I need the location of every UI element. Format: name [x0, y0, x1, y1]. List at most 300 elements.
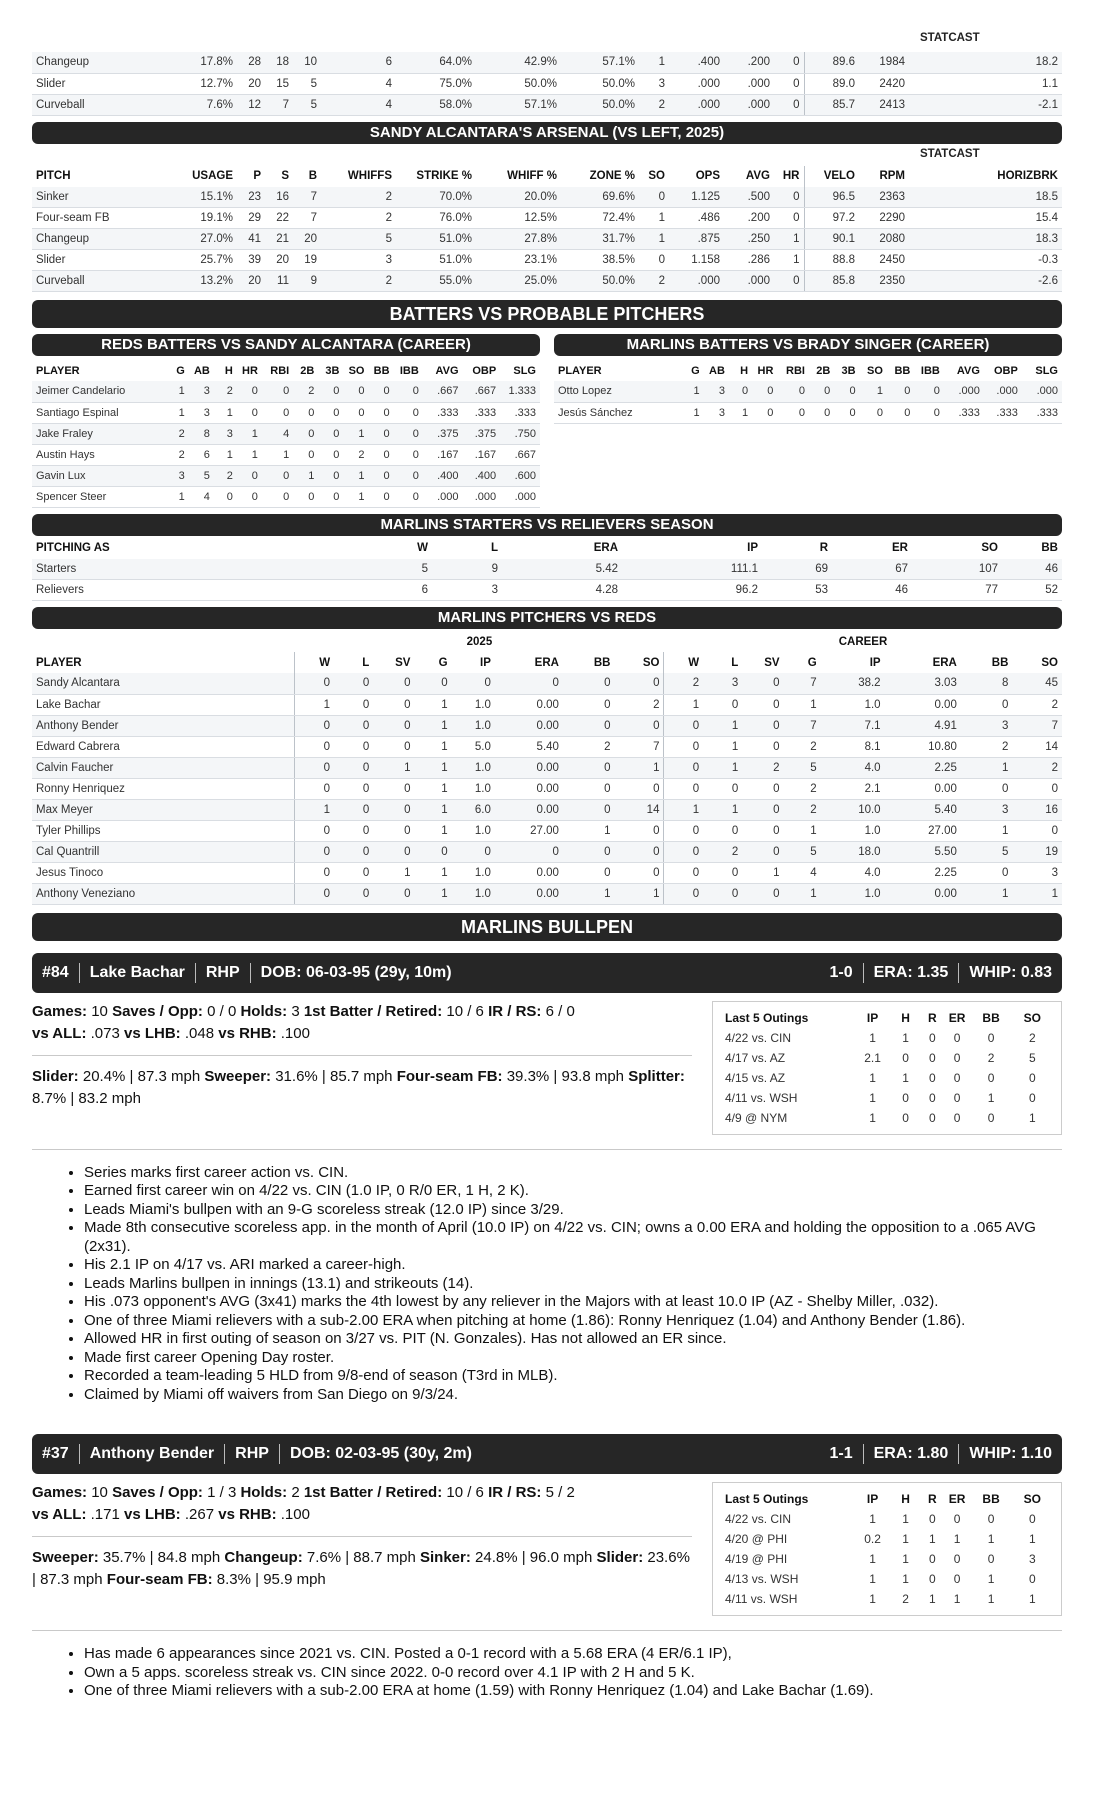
split-value: .267 [184, 1506, 215, 1523]
vs-left-cell: 9 [293, 271, 321, 292]
vs-left-cell: 20 [237, 271, 265, 292]
last-5-cell: 1 [902, 1070, 909, 1085]
top-arsenal-cell: 57.1% [561, 52, 639, 73]
pitchers-vs-reds-cell: 2 [784, 778, 821, 799]
reds-batters-header-cell: OBP [472, 364, 497, 377]
last-5-cell: 1 [902, 1030, 909, 1045]
pitchers-vs-reds-cell: 2 [703, 841, 742, 862]
top-arsenal-cell: 58.0% [396, 94, 476, 115]
marlins-batters-title: MARLINS BATTERS VS BRADY SINGER (CAREER) [554, 334, 1062, 356]
pitchers-vs-reds-cell: 1 [414, 694, 451, 715]
vs-left-cell: 21 [265, 229, 293, 250]
pitchers-vs-reds-header-cell: IP [480, 656, 491, 669]
pitchers-vs-reds-cell: Cal Quantrill [32, 841, 295, 862]
reds-batters-header-row [32, 360, 540, 381]
starters-relievers-header-cell: BB [1041, 542, 1058, 554]
split-value: .073 [90, 1024, 120, 1042]
pitchers-vs-reds-cell: 2.25 [885, 757, 961, 778]
last-5-row [721, 1048, 1053, 1068]
reds-batters-cell: 0 [237, 381, 262, 402]
player-identity [42, 1444, 472, 1464]
pitchers-vs-reds-table [32, 631, 1062, 905]
top-arsenal-row [32, 73, 1062, 94]
vs-left-cell: .500 [724, 187, 774, 208]
usage-line [32, 1001, 692, 1023]
reds-batters-title: REDS BATTERS VS SANDY ALCANTARA (CAREER) [32, 334, 540, 356]
reds-batters-cell: .667 [500, 444, 540, 465]
pitchers-vs-reds-cell: 0 [742, 820, 783, 841]
pitchers-vs-reds-cell: 0 [664, 820, 703, 841]
pitchers-vs-reds-row [32, 757, 1062, 778]
marlins-batters-cell: 0 [729, 381, 752, 402]
top-arsenal-cell: 1984 [859, 52, 909, 73]
reds-batters-cell: 6 [189, 444, 214, 465]
vs-left-row [32, 271, 1062, 292]
pitchers-vs-reds-cell: 0 [334, 883, 373, 904]
top-arsenal-cell: 3 [639, 73, 669, 94]
divider [863, 963, 864, 983]
pitchers-vs-reds-cell: 0 [334, 862, 373, 883]
stat-label: Saves / Opp: [112, 1002, 203, 1020]
note-item: • Earned first career win on 4/22 vs. CIN (1.0 IP, 0 R/0 ER, 1 H, 2 K). [84, 1182, 1062, 1201]
last-5-row [721, 1569, 1053, 1589]
vs-left-cell: 20.0% [476, 187, 561, 208]
pitchers-vs-reds-cell: 1.0 [452, 778, 495, 799]
last-5-cell: 4/13 vs. WSH [725, 1572, 799, 1586]
vs-left-cell: 12.5% [476, 208, 561, 229]
pitch-mix [32, 1547, 692, 1591]
stat-value: 3 [291, 1002, 300, 1020]
pitchers-vs-reds-cell: 1 [373, 757, 414, 778]
reds-batters-cell: 2 [343, 444, 368, 465]
reds-batters-cell: 2 [168, 423, 189, 444]
statcast-label-vs-left: STATCAST [920, 147, 980, 160]
reds-batters-cell: .667 [463, 381, 501, 402]
reds-batters-header-cell: 2B [300, 364, 315, 377]
marlins-batters-header-cell: AVG [956, 364, 980, 377]
divider [224, 1444, 225, 1464]
top-arsenal-cell: 17.8% [182, 52, 237, 73]
last-5-cell: 0 [953, 1572, 961, 1586]
pitchers-vs-reds-cell: 1 [414, 757, 451, 778]
pitchers-vs-reds-cell: 0 [664, 715, 703, 736]
last-5-cell: 1 [869, 1592, 876, 1606]
note-item: • Recorded a team-leading 5 HLD from 9/8-end of season (T3rd in MLB). [84, 1367, 1062, 1386]
vs-left-cell: 18.3 [909, 229, 1062, 250]
starters-relievers-cell: 96.2 [622, 580, 762, 601]
vs-left-cell: 3 [321, 250, 396, 271]
last-5-cell: 0.2 [864, 1532, 881, 1546]
pitchers-vs-reds-header-cell: L [731, 656, 739, 669]
marlins-batters-cell: 0 [834, 402, 859, 423]
starters-relievers-header-row [32, 538, 1062, 559]
pitchers-vs-reds-cell: 5.40 [495, 736, 563, 757]
pitch-name: Changeup: [224, 1549, 303, 1566]
reds-batters-cell: 0 [394, 486, 423, 507]
reds-batters-cell: 0 [262, 381, 293, 402]
last-5-row [721, 1108, 1053, 1128]
last-5-cell: 4/22 vs. CIN [725, 1512, 792, 1526]
reds-batters-cell: 0 [368, 402, 393, 423]
reds-batters-cell: 0 [368, 444, 393, 465]
pitchers-vs-reds-cell: 5 [961, 841, 1013, 862]
pitchers-vs-reds-cell: 7 [1012, 715, 1062, 736]
pitchers-vs-reds-cell: 1 [414, 778, 451, 799]
marlins-batters-header-cell: H [740, 364, 749, 377]
marlins-batters-cell: .333 [1022, 402, 1062, 423]
last-5-cell: 1 [869, 1512, 876, 1526]
bvp-title: BATTERS VS PROBABLE PITCHERS [32, 300, 1062, 328]
stat-label: Games: [32, 1484, 88, 1501]
pitchers-vs-reds-cell: 0 [703, 694, 742, 715]
pitchers-vs-reds-cell: Ronny Henriquez [32, 778, 295, 799]
last-5-cell: 1 [869, 1090, 876, 1105]
note-item: • One of three Miami relievers with a sub-2.00 ERA at home (1.59) with Ronny Henriquez (1.04) and Lake Bachar (1.69). [84, 1682, 1062, 1701]
marlins-batters-cell: 0 [914, 381, 944, 402]
reds-batters-cell: 0 [318, 444, 343, 465]
pitchers-vs-reds-cell: 0 [373, 883, 414, 904]
pitchers-vs-reds-cell: 0 [742, 778, 783, 799]
starters-relievers-cell: 46 [1002, 559, 1062, 580]
stat-label: 1st Batter / Retired: [303, 1484, 443, 1501]
last-5-cell: 4/11 vs. WSH [725, 1592, 798, 1606]
reds-batters-header-cell: RBI [270, 364, 290, 377]
last-5-header-cell: ER [948, 1010, 966, 1025]
pitchers-vs-reds-row [32, 799, 1062, 820]
pitchers-vs-reds-cell: 27.00 [495, 820, 563, 841]
top-arsenal-cell: 18 [265, 52, 293, 73]
reds-batters-cell: 1 [237, 444, 262, 465]
last-5-header-cell: R [928, 1010, 937, 1025]
vs-left-cell: Slider [32, 250, 182, 271]
last-5-cell: 1 [902, 1532, 909, 1546]
player-summary [829, 1444, 1052, 1464]
pitchers-vs-reds-cell: 0 [295, 883, 334, 904]
reds-batters-cell: 1 [214, 402, 237, 423]
reds-batters-cell: 0 [262, 486, 293, 507]
last-5-cell: 1 [1029, 1110, 1036, 1125]
reds-batters-cell: 0 [394, 444, 423, 465]
pitchers-vs-reds-header-cell: SV [764, 656, 780, 669]
vs-left-header-cell: STRIKE % [416, 170, 472, 182]
divider [79, 963, 80, 983]
reds-batters-row [32, 465, 540, 486]
player-stats-text [32, 1482, 692, 1616]
pitchers-vs-reds-cell: Edward Cabrera [32, 736, 295, 757]
pitchers-vs-reds-cell: 1 [563, 820, 615, 841]
starters-relievers-header-cell: L [490, 542, 498, 554]
pitchers-vs-reds-cell: 1 [414, 799, 451, 820]
pitchers-vs-reds-cell: 0 [334, 736, 373, 757]
pitchers-vs-reds-cell: 0.00 [495, 715, 563, 736]
last-5-cell: 1 [902, 1572, 909, 1586]
pitchers-vs-reds-cell: 0 [664, 778, 703, 799]
top-arsenal-cell: 2 [639, 94, 669, 115]
pitchers-vs-reds-cell: 0 [742, 694, 783, 715]
vs-left-cell: 72.4% [561, 208, 639, 229]
pitchers-vs-reds-cell: 4 [784, 862, 821, 883]
reds-batters-cell: 1 [293, 465, 318, 486]
split-label: vs ALL: [32, 1024, 87, 1042]
vs-left-cell: .200 [724, 208, 774, 229]
reds-batters-cell: 0 [262, 402, 293, 423]
last-5-cell: 4/15 vs. AZ [725, 1070, 786, 1085]
last-5-header-cell: H [901, 1010, 910, 1025]
marlins-batters-header-cell: 2B [816, 364, 831, 377]
last-5-cell: 0 [953, 1090, 961, 1105]
last-5-cell: 1 [869, 1572, 876, 1586]
pitchers-vs-reds-cell: 2 [664, 673, 703, 694]
marlins-batters-header-cell: AB [709, 364, 725, 377]
pitchers-vs-reds-cell: 10.80 [885, 736, 961, 757]
split-label: vs ALL: [32, 1506, 87, 1523]
pitchers-vs-reds-cell: 1 [961, 757, 1013, 778]
reds-batters-cell: .400 [463, 465, 501, 486]
pitchers-vs-reds-cell: 1 [664, 799, 703, 820]
pitchers-vs-reds-cell: 0 [742, 715, 783, 736]
marlins-batters-cell: 0 [777, 402, 809, 423]
vs-left-header-cell: WHIFFS [347, 170, 392, 182]
vs-left-cell: 69.6% [561, 187, 639, 208]
top-arsenal-cell: 6 [321, 52, 396, 73]
last-5-cell: 0 [953, 1030, 961, 1045]
pitchers-vs-reds-cell: 0 [703, 778, 742, 799]
last-5-cell: 0 [928, 1030, 936, 1045]
marlins-batters-header-cell: IBB [920, 364, 940, 377]
pitchers-vs-reds-cell: 1 [703, 757, 742, 778]
pitch-value: 8.7% | 83.2 mph [32, 1089, 141, 1107]
pitchers-vs-reds-cell: 14 [614, 799, 663, 820]
marlins-batters-cell: .000 [944, 381, 984, 402]
starters-relievers-cell: 111.1 [622, 559, 762, 580]
divider [32, 1055, 692, 1056]
reds-batters-cell: 0 [237, 486, 262, 507]
last-5-cell: 0 [928, 1090, 936, 1105]
pitchers-vs-reds-cell: 2 [784, 736, 821, 757]
pitchers-vs-reds-header-cell: SO [642, 656, 660, 669]
divider [32, 1536, 692, 1537]
vs-left-cell: 97.2 [804, 208, 859, 229]
page [32, 0, 1062, 1701]
top-arsenal-cell: 50.0% [561, 73, 639, 94]
stat-value: 0 / 0 [207, 1002, 237, 1020]
stat-value: 10 [91, 1002, 108, 1020]
top-arsenal-cell: 85.7 [804, 94, 859, 115]
note-item: • Claimed by Miami off waivers from San Diego on 9/3/24. [84, 1386, 1062, 1405]
pitchers-vs-reds-cell: 1.0 [452, 883, 495, 904]
pitchers-vs-reds-cell: 0 [703, 883, 742, 904]
last-5-cell: 1 [987, 1090, 995, 1105]
pitchers-vs-reds-cell: 0 [614, 778, 663, 799]
pitchers-vs-reds-cell: 38.2 [821, 673, 885, 694]
last-5-cell: 0 [987, 1030, 995, 1045]
pitchers-vs-reds-cell: 0 [373, 736, 414, 757]
reds-batters-cell: 0 [237, 402, 262, 423]
vs-left-cell: 0 [774, 187, 804, 208]
top-arsenal-cell: .000 [724, 73, 774, 94]
last-5-cell: 2 [1029, 1030, 1036, 1045]
pitchers-vs-reds-cell: Jesus Tinoco [32, 862, 295, 883]
pitchers-vs-reds-cell: 0 [614, 673, 663, 694]
vs-left-cell: 0 [774, 271, 804, 292]
top-arsenal-cell: -2.1 [909, 94, 1062, 115]
top-arsenal-cell: 5 [293, 94, 321, 115]
pitchers-vs-reds-title: MARLINS PITCHERS VS REDS [32, 607, 1062, 629]
top-arsenal-cell: .000 [669, 94, 724, 115]
player-notes [32, 1149, 1062, 1405]
reds-batters-cell: 2 [168, 444, 189, 465]
pitchers-vs-reds-cell: 3 [961, 715, 1013, 736]
vs-left-cell: 55.0% [396, 271, 476, 292]
last-5-cell: 0 [902, 1110, 909, 1125]
pitch-name: Slider: [32, 1067, 79, 1085]
reds-batters-header-cell: AB [193, 364, 210, 377]
reds-batters-row [32, 381, 540, 402]
reds-batters-row [32, 486, 540, 507]
stat-value: 10 / 6 [446, 1002, 484, 1020]
reds-batters-cell: 4 [189, 486, 214, 507]
vs-left-cell: 5 [321, 229, 396, 250]
pitchers-vs-reds-cell: 0.00 [495, 799, 563, 820]
pitch-name: Slider: [596, 1549, 644, 1566]
vs-left-cell: 19.1% [182, 208, 237, 229]
reds-batters-cell: 1 [168, 381, 189, 402]
marlins-batters-row [554, 402, 1062, 423]
pitchers-vs-reds-cell: 1 [703, 715, 742, 736]
vs-left-header-cell: B [308, 170, 317, 182]
reds-batters-cell: 1 [237, 423, 262, 444]
pitchers-vs-reds-cell: 5 [784, 841, 821, 862]
reds-batters-cell: 0 [368, 423, 393, 444]
top-arsenal-cell: 50.0% [561, 94, 639, 115]
last-5-cell: 0 [1029, 1090, 1036, 1105]
pitchers-vs-reds-header-cell: BB [593, 656, 611, 669]
player-name: Anthony Bender [89, 1445, 215, 1463]
vs-left-cell: 38.5% [561, 250, 639, 271]
reds-batters-cell: Jeimer Candelario [32, 381, 168, 402]
player-card [32, 1434, 1062, 1701]
marlins-batters-panel [554, 334, 1062, 508]
pitchers-vs-reds-cell: 1 [414, 862, 451, 883]
top-arsenal-cell: 50.0% [476, 73, 561, 94]
pitchers-vs-reds-row [32, 736, 1062, 757]
starters-relievers-cell: 5.42 [502, 559, 622, 580]
marlins-batters-cell: 0 [860, 402, 887, 423]
marlins-batters-header-cell: RBI [786, 364, 805, 377]
last-5-cell: 0 [1029, 1572, 1036, 1586]
marlins-batters-header-cell: OBP [993, 364, 1018, 377]
stat-value: 5 / 2 [545, 1484, 575, 1501]
last-5-cell: 1 [869, 1070, 876, 1085]
top-arsenal-cell: .400 [669, 52, 724, 73]
pitchers-vs-reds-cell: 7 [614, 736, 663, 757]
marlins-batters-cell: 0 [887, 402, 914, 423]
player-header-bar [32, 953, 1062, 993]
split-value: .100 [280, 1506, 310, 1523]
reds-batters-header-cell: IBB [399, 364, 419, 377]
pitchers-vs-reds-cell: 0.00 [495, 694, 563, 715]
top-arsenal-cell: 5 [293, 73, 321, 94]
pitchers-vs-reds-header-cell: PLAYER [36, 656, 82, 669]
marlins-batters-cell: 0 [834, 381, 859, 402]
group-spacer [32, 631, 295, 652]
divider [195, 963, 196, 983]
stat-value: 1 / 3 [207, 1484, 237, 1501]
last-5-header-cell: BB [982, 1010, 1000, 1025]
vs-left-cell: 19 [293, 250, 321, 271]
last-5-cell: 1 [902, 1552, 909, 1566]
last-5-cell: 1 [928, 1592, 936, 1606]
marlins-batters-cell: Jesús Sánchez [554, 402, 683, 423]
pitchers-vs-reds-cell: 0 [614, 820, 663, 841]
pitchers-vs-reds-row [32, 694, 1062, 715]
last-5-row [721, 1028, 1053, 1048]
reds-batters-row [32, 402, 540, 423]
pitchers-vs-reds-cell: 0 [334, 757, 373, 778]
vs-left-cell: Curveball [32, 271, 182, 292]
top-arsenal-cell: 2413 [859, 94, 909, 115]
last-5-row [721, 1068, 1053, 1088]
top-arsenal-cell: 4 [321, 73, 396, 94]
pitchers-vs-reds-cell: 0 [334, 715, 373, 736]
statcast-label-top: STATCAST [920, 32, 980, 44]
splits-line [32, 1504, 692, 1526]
pitchers-vs-reds-cell: 5.50 [885, 841, 961, 862]
last-5-cell: 1 [987, 1592, 995, 1606]
player-info [32, 1474, 1062, 1616]
marlins-batters-cell: 0 [777, 381, 809, 402]
vs-left-cell: 2450 [859, 250, 909, 271]
stat-label: 1st Batter / Retired: [303, 1002, 443, 1020]
pitchers-vs-reds-cell: 2 [1012, 757, 1062, 778]
note-item: • Own a 5 apps. scoreless streak vs. CIN since 2022. 0-0 record over 4.1 IP with 2 H and 5 K. [84, 1664, 1062, 1683]
vs-left-header-cell: SO [648, 170, 665, 182]
vs-left-cell: 1 [639, 208, 669, 229]
player-identity [42, 963, 452, 983]
pitchers-vs-reds-cell: 0 [334, 673, 373, 694]
vs-left-cell: .286 [724, 250, 774, 271]
pitchers-vs-reds-cell: 0 [334, 778, 373, 799]
stat-value: 10 / 6 [446, 1484, 484, 1501]
pitchers-vs-reds-cell: Anthony Veneziano [32, 883, 295, 904]
pitchers-vs-reds-cell: 0 [614, 715, 663, 736]
pitchers-vs-reds-cell: 0.00 [885, 778, 961, 799]
last-5-cell: 4/20 @ PHI [725, 1532, 788, 1546]
vs-left-cell: 25.7% [182, 250, 237, 271]
reds-batters-cell: 0 [318, 402, 343, 423]
vs-left-cell: Four-seam FB [32, 208, 182, 229]
pitchers-vs-reds-header-cell: W [664, 652, 703, 673]
reds-batters-panel [32, 334, 540, 508]
note-item: • Made first career Opening Day roster. [84, 1349, 1062, 1368]
reds-batters-cell: Santiago Espinal [32, 402, 168, 423]
last-5-cell: 0 [1029, 1070, 1036, 1085]
last-5-cell: 1 [869, 1030, 876, 1045]
vs-left-cell: .250 [724, 229, 774, 250]
player-summary [829, 963, 1052, 983]
last-5-cell: 1 [953, 1592, 961, 1606]
pitchers-vs-reds-cell: 1 [414, 820, 451, 841]
reds-batters-cell: 1.333 [500, 381, 540, 402]
pitch-value: 20.4% | 87.3 mph [82, 1067, 201, 1085]
last-5-cell: 1 [953, 1532, 961, 1546]
pitchers-vs-reds-cell: 3.03 [885, 673, 961, 694]
pitch-value: 39.3% | 93.8 mph [506, 1067, 625, 1085]
marlins-batters-cell: 1 [683, 402, 704, 423]
reds-batters-header-cell: BB [373, 364, 390, 377]
vs-left-header-row [32, 166, 1062, 187]
pitchers-vs-reds-cell: 4.0 [821, 757, 885, 778]
